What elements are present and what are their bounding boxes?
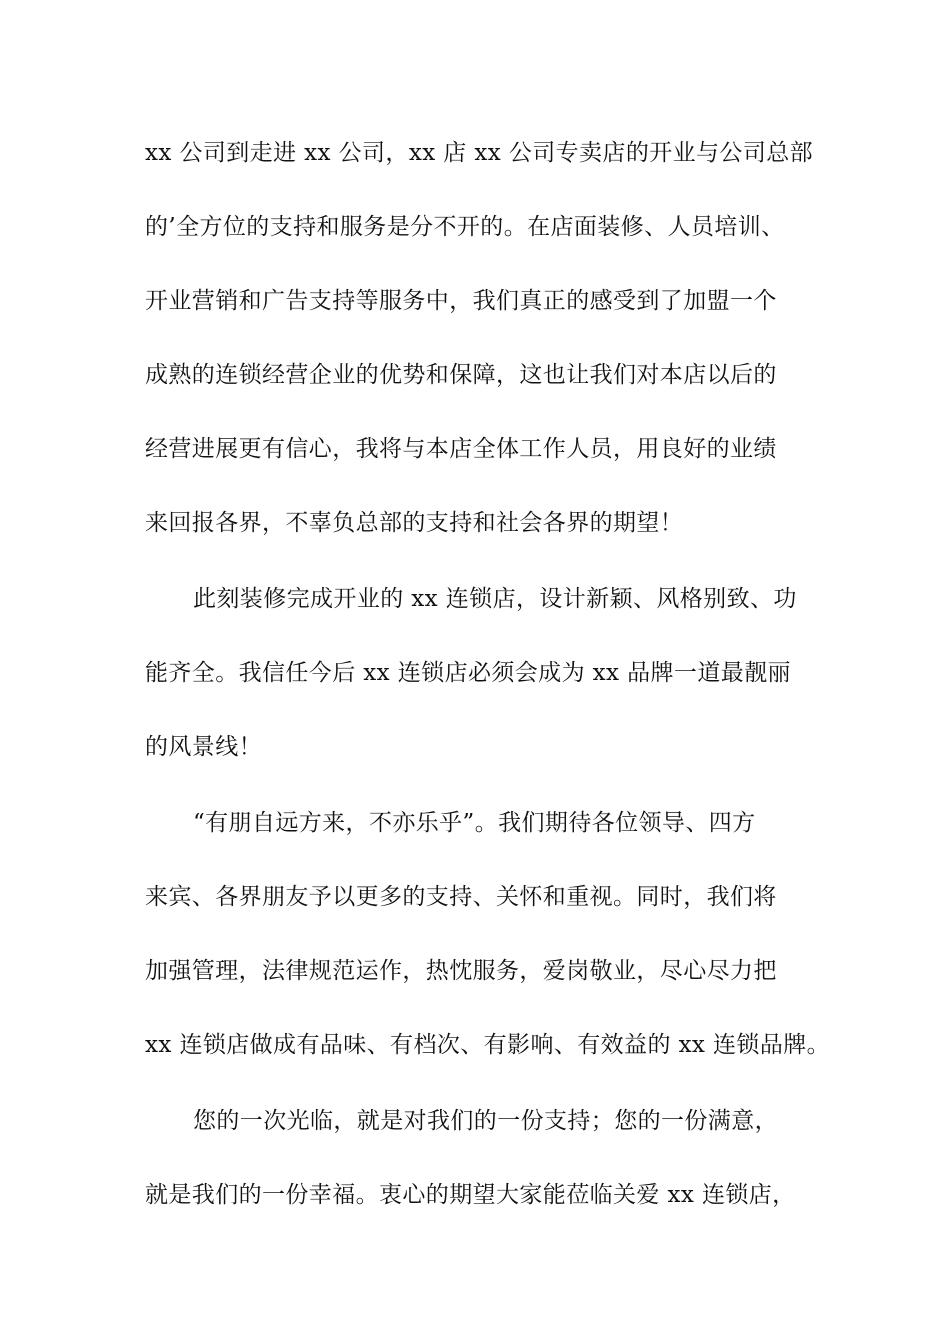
text-line: 来宾、各界朋友予以更多的支持、关怀和重视。同时，我们将 bbox=[145, 884, 777, 910]
text-line: “有朋自远方来，不亦乐乎”。我们期待各位领导、四方 bbox=[193, 810, 756, 836]
text-line: xx 公司到走进 xx 公司，xx 店 xx 公司专卖店的开业与公司总部 bbox=[145, 140, 814, 166]
text-line: 您的一次光临，就是对我们的一份支持；您的一份满意， bbox=[193, 1108, 778, 1134]
text-line: 此刻装修完成开业的 xx 连锁店，设计新颖、风格别致、功 bbox=[193, 586, 797, 612]
text-line: 的’全方位的支持和服务是分不开的。在店面装修、人员培训、 bbox=[145, 214, 785, 240]
text-line: 成熟的连锁经营企业的优势和保障，这也让我们对本店以后的 bbox=[145, 362, 777, 388]
text-line: 就是我们的一份幸福。衷心的期望大家能莅临关爱 xx 连锁店， bbox=[145, 1182, 796, 1208]
text-line: 来回报各界，不辜负总部的支持和社会各界的期望！ bbox=[145, 510, 684, 536]
text-line: 的风景线！ bbox=[145, 734, 262, 760]
text-line: 开业营销和广告支持等服务中，我们真正的感受到了加盟一个 bbox=[145, 288, 777, 314]
text-line: xx 连锁店做成有品味、有档次、有影响、有效益的 xx 连锁品牌。 bbox=[145, 1032, 831, 1058]
text-line: 能齐全。我信任今后 xx 连锁店必须会成为 xx 品牌一道最靓丽 bbox=[145, 660, 791, 686]
text-line: 经营进展更有信心，我将与本店全体工作人员，用良好的业绩 bbox=[145, 436, 777, 462]
text-line: 加强管理，法律规范运作，热忱服务，爱岗敬业，尽心尽力把 bbox=[145, 958, 777, 984]
